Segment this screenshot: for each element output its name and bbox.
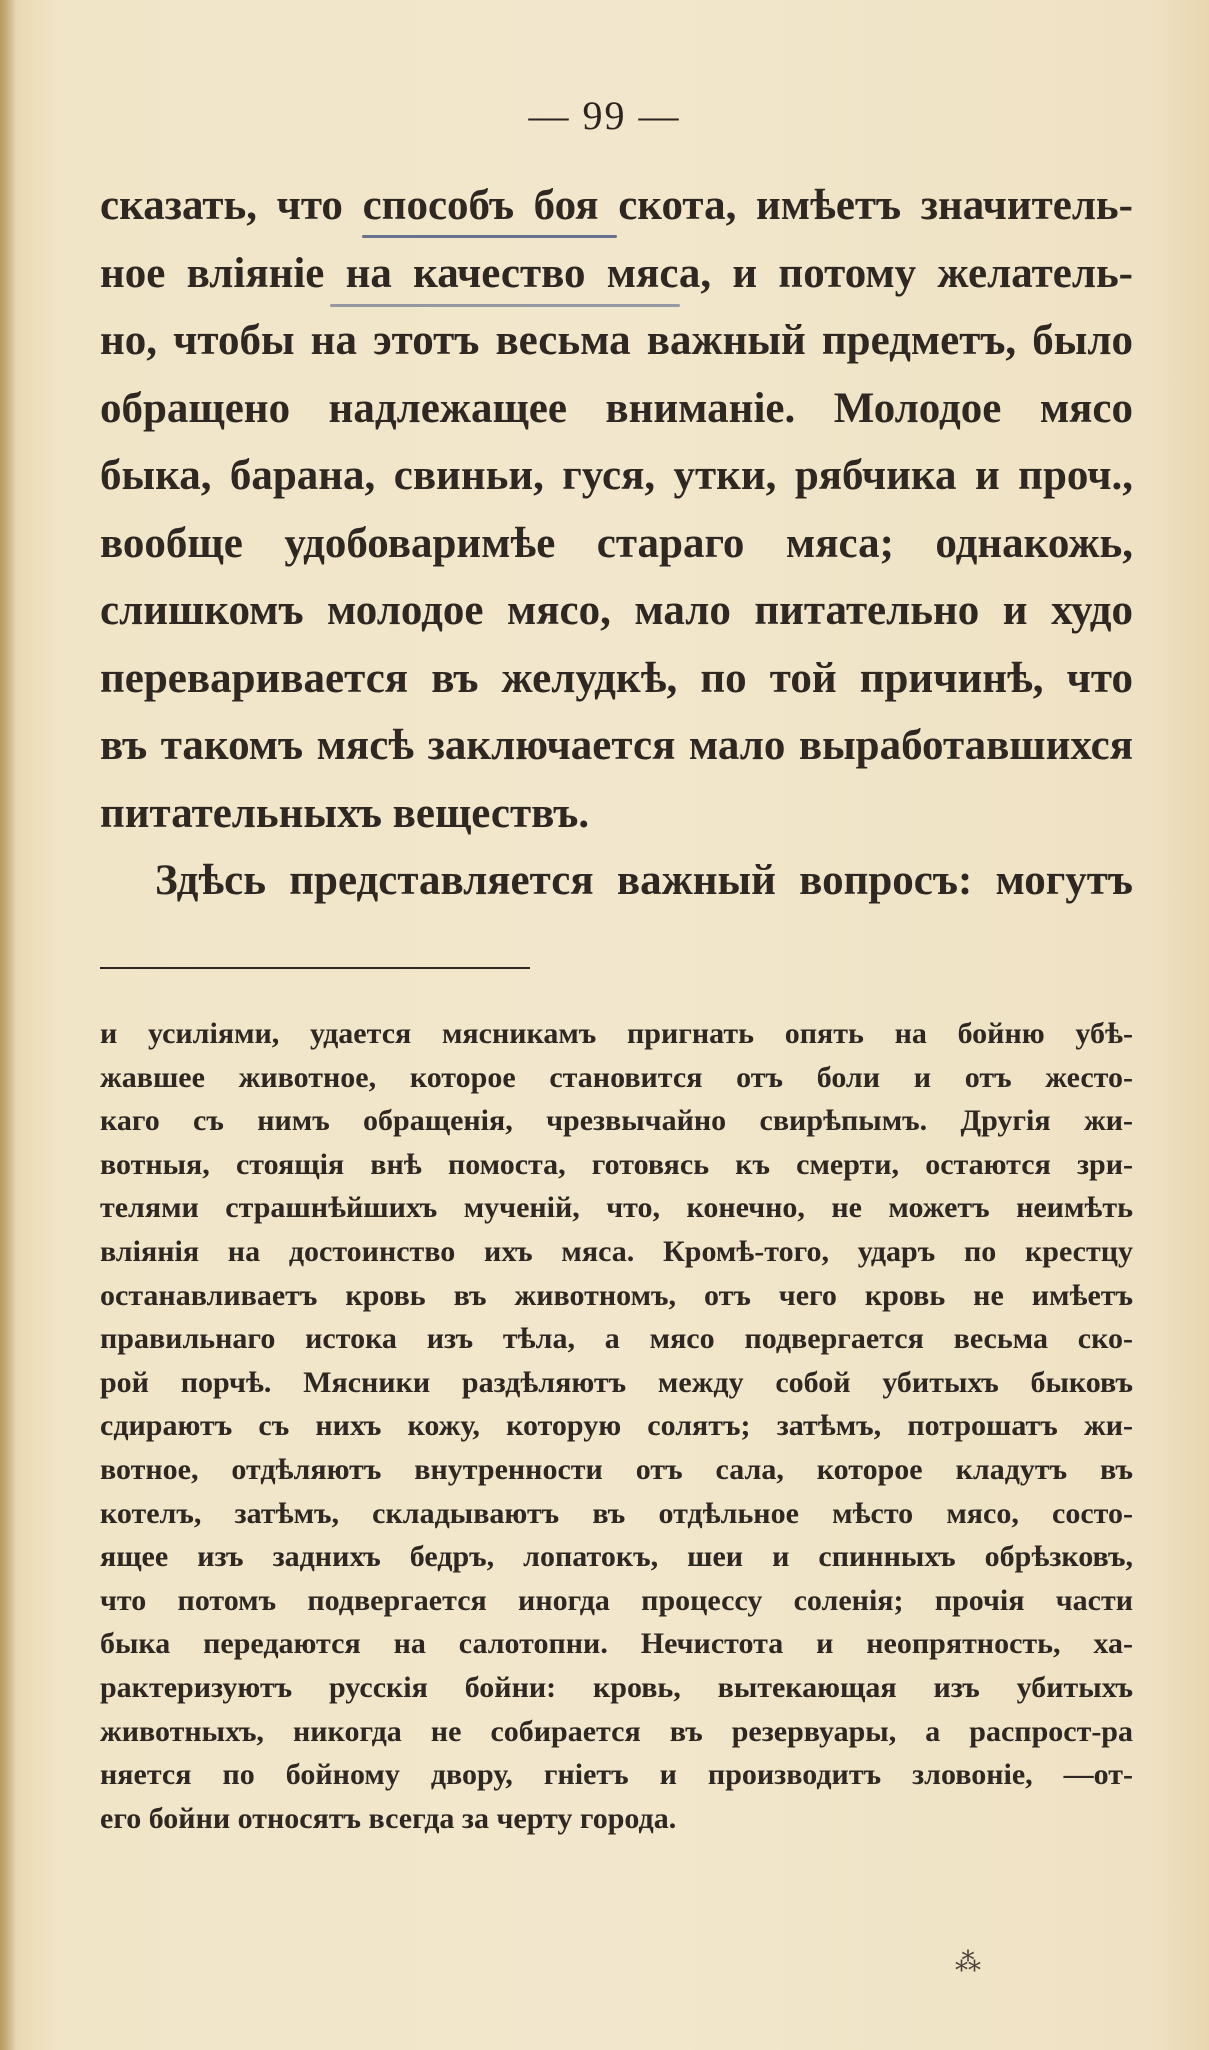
main-text-line: сказать, что способъ боя скота, имѣетъ значитель- [100,182,1133,229]
main-text-line: питательныхъ веществъ. [100,789,590,837]
footnote-line: каго съ нимъ обращенія, чрезвычайно свирѣпымъ. Другія жи- [100,1104,1133,1138]
footnote-line: вотныя, стоящія внѣ помоста, готовясь къ смерти, остаются зри- [100,1147,1133,1181]
footnote-line: рой порчѣ. Мясники раздѣляютъ между собой убитыхъ быковъ [100,1365,1133,1399]
page-spine-shadow [0,0,16,2050]
footnote-line: правильнаго истока изъ тѣла, а мясо подвергается весьма ско- [100,1322,1133,1356]
footnote-line: няется по бойному двору, гніетъ и производитъ зловоніе, —от- [100,1758,1133,1792]
footnote-line: телями страшнѣйшихъ мученій, что, конечно, не можетъ неимѣть [100,1191,1133,1225]
main-text-block [100,172,1133,915]
footnote-line: останавливаетъ кровь въ животномъ, отъ чего кровь не имѣетъ [100,1278,1133,1312]
main-text-paragraph-start: Здѣсь представляется важный вопросъ: могутъ [155,857,1133,904]
footnote-line: ящее изъ заднихъ бедръ, лопатокъ, шеи и спинныхъ обрѣзковъ, [100,1540,1133,1574]
footnote-line: котелъ, затѣмъ, складываютъ въ отдѣльное мѣсто мясо, состо- [100,1496,1133,1530]
main-text-line: вообще удобоваримѣе стараго мяса; однакожь, [100,519,1133,567]
main-text-line: слишкомъ молодое мясо, мало питательно и худо [100,587,1133,634]
page-number: — 99 — [528,93,681,138]
footnote-line: сдираютъ съ нихъ кожу, которую солятъ; затѣмъ, потрошатъ жи- [100,1409,1133,1443]
footnote-line: животныхъ, никогда не собирается въ резервуары, а распрост-ра [100,1714,1133,1748]
main-text-line: но, чтобы на этотъ весьма важный предметъ, было [100,317,1133,364]
main-text-line: обращено надлежащее вниманіе. Молодое мясо [100,384,1133,432]
footnote-line: рактеризуютъ русскія бойни: кровь, вытекающая изъ убитыхъ [100,1670,1133,1704]
main-text-line: въ такомъ мясѣ заключается мало выработавшихся [100,722,1133,769]
main-text-line: переваривается въ желудкѣ, по той причинѣ, что [100,654,1133,702]
footnote-line: быка передаются на салотопни. Нечистота и неопрятность, ха- [100,1627,1133,1661]
footnote-separator [100,967,530,969]
footnote-line: жавшее животное, которое становится отъ боли и отъ жесто- [100,1060,1133,1094]
pencil-underline [362,235,617,238]
footnote-line: вліянія на достоинство ихъ мяса. Кромѣ-того, ударъ по крестцу [100,1234,1133,1268]
footnote-line: его бойни относятъ всегда за черту города. [100,1801,677,1835]
asterism-ornament: ⁂ [955,1948,981,1978]
main-text-line: быка, барана, свиньи, гуся, утки, рябчика и проч., [100,452,1133,499]
footnote-line: и усиліями, удается мясникамъ пригнать опять на бойню убѣ- [100,1017,1133,1050]
footnote-line: вотное, отдѣляютъ внутренности отъ сала, которое кладутъ въ [100,1452,1133,1486]
footnote-block [100,1012,1133,1840]
main-text-line: ное вліяніе на качество мяса, и потому желатель- [100,249,1133,297]
pencil-underline [330,304,680,307]
footnote-line: что потомъ подвергается иногда процессу соленія; прочія части [100,1583,1133,1617]
